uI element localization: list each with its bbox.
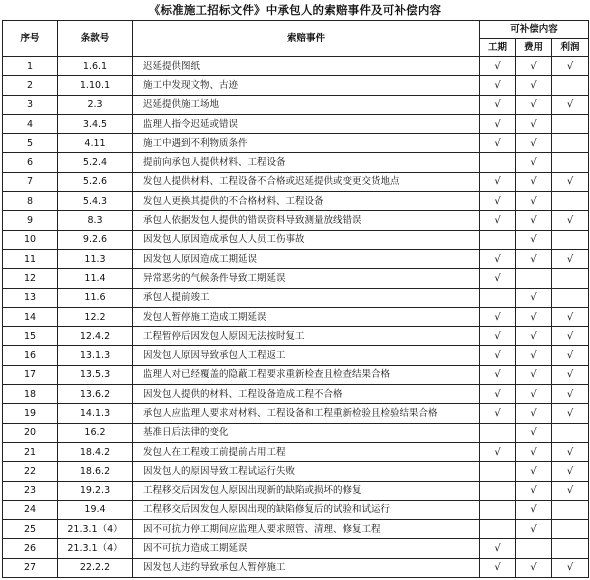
- table-row: [3, 114, 589, 133]
- row-profit-cell: [552, 288, 589, 307]
- row-cost-cell: [516, 172, 552, 191]
- row-clause: 4.11: [58, 134, 133, 153]
- row-profit-cell: [552, 481, 589, 500]
- check-mark-icon: √: [530, 311, 537, 323]
- check-mark-icon: √: [566, 562, 574, 574]
- row-profit-cell: [552, 269, 589, 288]
- row-profit-cell: [552, 404, 589, 423]
- check-mark-icon: √: [494, 99, 501, 111]
- row-time-cell: [480, 327, 516, 346]
- table-row: [3, 172, 589, 191]
- row-time-cell: [480, 404, 516, 423]
- check-mark-icon: √: [530, 330, 537, 342]
- row-cost-cell: [516, 327, 552, 346]
- row-no: 11: [3, 249, 58, 268]
- header-cost: 费用: [516, 39, 552, 57]
- row-no: 13: [3, 288, 58, 307]
- row-clause: 22.2.2: [58, 558, 133, 577]
- row-time-cell: [480, 269, 516, 288]
- row-event: 迟延提供图纸: [133, 57, 480, 76]
- row-event: 因发包人违约导致承包人暂停施工: [133, 558, 480, 577]
- check-mark-icon: √: [494, 195, 501, 207]
- check-mark-icon: √: [566, 176, 574, 188]
- row-cost-cell: [516, 76, 552, 95]
- row-event: 工程暂停后因发包人原因无法按时复工: [133, 327, 480, 346]
- table-row: [3, 481, 589, 500]
- row-no: 23: [3, 481, 58, 500]
- row-time-cell: [480, 172, 516, 191]
- table-row: [3, 423, 589, 442]
- row-event: 因发包人原因造成承包人人员工伤事故: [133, 230, 480, 249]
- check-mark-icon: √: [530, 99, 537, 111]
- row-time-cell: [480, 539, 516, 558]
- row-time-cell: [480, 249, 516, 268]
- check-mark-icon: √: [566, 99, 574, 111]
- check-mark-icon: √: [530, 446, 537, 458]
- row-no: 3: [3, 95, 58, 114]
- row-profit-cell: [552, 500, 589, 519]
- check-mark-icon: √: [530, 485, 537, 497]
- row-cost-cell: [516, 153, 552, 172]
- row-clause: 11.6: [58, 288, 133, 307]
- row-clause: 5.4.3: [58, 192, 133, 211]
- row-profit-cell: [552, 539, 589, 558]
- row-cost-cell: [516, 134, 552, 153]
- row-profit-cell: [552, 520, 589, 539]
- row-clause: 11.3: [58, 249, 133, 268]
- row-time-cell: [480, 307, 516, 326]
- check-mark-icon: √: [494, 543, 501, 555]
- check-mark-icon: √: [566, 311, 574, 323]
- row-time-cell: [480, 95, 516, 114]
- check-mark-icon: √: [494, 176, 501, 188]
- row-clause: 13.1.3: [58, 346, 133, 365]
- row-no: 10: [3, 230, 58, 249]
- row-clause: 9.2.6: [58, 230, 133, 249]
- row-cost-cell: [516, 230, 552, 249]
- row-clause: 18.4.2: [58, 442, 133, 461]
- claim-events-table: [2, 20, 589, 578]
- table-row: [3, 288, 589, 307]
- check-mark-icon: √: [530, 79, 537, 91]
- row-profit-cell: [552, 462, 589, 481]
- row-cost-cell: [516, 462, 552, 481]
- row-no: 21: [3, 442, 58, 461]
- table-row: [3, 520, 589, 539]
- table-row: [3, 192, 589, 211]
- row-no: 16: [3, 346, 58, 365]
- row-cost-cell: [516, 481, 552, 500]
- header-clause: 条款号: [58, 21, 133, 57]
- check-mark-icon: √: [494, 330, 501, 342]
- row-time-cell: [480, 134, 516, 153]
- row-cost-cell: [516, 57, 552, 76]
- row-profit-cell: [552, 558, 589, 577]
- row-cost-cell: [516, 385, 552, 404]
- row-clause: 11.4: [58, 269, 133, 288]
- row-cost-cell: [516, 404, 552, 423]
- row-cost-cell: [516, 307, 552, 326]
- table-body: [3, 57, 589, 578]
- check-mark-icon: √: [566, 330, 574, 342]
- table-row: [3, 307, 589, 326]
- row-cost-cell: [516, 520, 552, 539]
- row-no: 26: [3, 539, 58, 558]
- check-mark-icon: √: [530, 60, 537, 72]
- table-row: [3, 134, 589, 153]
- row-clause: 5.2.6: [58, 172, 133, 191]
- row-no: 19: [3, 404, 58, 423]
- row-event: 因发包人提供的材料、工程设备造成工程不合格: [133, 385, 480, 404]
- table-row: [3, 153, 589, 172]
- row-no: 5: [3, 134, 58, 153]
- row-no: 14: [3, 307, 58, 326]
- row-no: 15: [3, 327, 58, 346]
- row-time-cell: [480, 288, 516, 307]
- check-mark-icon: √: [530, 157, 537, 169]
- table-row: [3, 539, 589, 558]
- table-row: [3, 327, 589, 346]
- row-time-cell: [480, 346, 516, 365]
- check-mark-icon: √: [494, 215, 501, 227]
- row-no: 9: [3, 211, 58, 230]
- row-clause: 13.5.3: [58, 365, 133, 384]
- row-event: 发包人提供材料、工程设备不合格或迟延提供或变更交货地点: [133, 172, 480, 191]
- row-time-cell: [480, 442, 516, 461]
- row-time-cell: [480, 385, 516, 404]
- table-row: [3, 230, 589, 249]
- check-mark-icon: √: [494, 350, 501, 362]
- check-mark-icon: √: [566, 253, 574, 265]
- row-clause: 19.2.3: [58, 481, 133, 500]
- table-row: [3, 500, 589, 519]
- check-mark-icon: √: [566, 465, 574, 477]
- check-mark-icon: √: [494, 311, 501, 323]
- check-mark-icon: √: [566, 485, 574, 497]
- check-mark-icon: √: [530, 388, 537, 400]
- row-event: 工程移交后因发包人原因出现的缺陷修复后的试验和试运行: [133, 500, 480, 519]
- row-no: 6: [3, 153, 58, 172]
- row-cost-cell: [516, 423, 552, 442]
- row-event: 发包人暂停施工造成工期延误: [133, 307, 480, 326]
- header-no: 序号: [3, 21, 58, 57]
- check-mark-icon: √: [530, 195, 537, 207]
- row-no: 22: [3, 462, 58, 481]
- row-no: 1: [3, 57, 58, 76]
- check-mark-icon: √: [566, 60, 574, 72]
- row-event: 承包人提前竣工: [133, 288, 480, 307]
- check-mark-icon: √: [494, 369, 501, 381]
- table-row: [3, 57, 589, 76]
- row-event: 基准日后法律的变化: [133, 423, 480, 442]
- row-profit-cell: [552, 249, 589, 268]
- check-mark-icon: √: [566, 446, 574, 458]
- row-cost-cell: [516, 192, 552, 211]
- check-mark-icon: √: [530, 350, 537, 362]
- check-mark-icon: √: [530, 523, 537, 535]
- row-event: 承包人应监理人要求对材料、工程设备和工程重新检验且检验结果合格: [133, 404, 480, 423]
- table-row: [3, 558, 589, 577]
- row-time-cell: [480, 520, 516, 539]
- row-profit-cell: [552, 442, 589, 461]
- row-cost-cell: [516, 288, 552, 307]
- check-mark-icon: √: [566, 407, 574, 419]
- row-clause: 19.4: [58, 500, 133, 519]
- row-no: 20: [3, 423, 58, 442]
- table-title: 《标准施工招标文件》中承包人的索赔事件及可补偿内容: [148, 3, 442, 17]
- row-clause: 13.6.2: [58, 385, 133, 404]
- row-clause: 1.6.1: [58, 57, 133, 76]
- row-cost-cell: [516, 95, 552, 114]
- row-profit-cell: [552, 230, 589, 249]
- row-clause: 14.1.3: [58, 404, 133, 423]
- check-mark-icon: √: [530, 427, 537, 439]
- row-time-cell: [480, 500, 516, 519]
- check-mark-icon: √: [494, 137, 501, 149]
- row-event: 因不可抗力造成工期延误: [133, 539, 480, 558]
- row-event: 异常恶劣的气候条件导致工期延误: [133, 269, 480, 288]
- row-no: 18: [3, 385, 58, 404]
- row-event: 施工中发现文物、古迹: [133, 76, 480, 95]
- row-cost-cell: [516, 211, 552, 230]
- row-no: 17: [3, 365, 58, 384]
- check-mark-icon: √: [530, 137, 537, 149]
- header-time: 工期: [480, 39, 516, 57]
- check-mark-icon: √: [494, 562, 501, 574]
- row-event: 监理人对已经覆盖的隐蔽工程要求重新检查且检查结果合格: [133, 365, 480, 384]
- row-profit-cell: [552, 172, 589, 191]
- row-clause: 18.6.2: [58, 462, 133, 481]
- row-event: 发包人更换其提供的不合格材料、工程设备: [133, 192, 480, 211]
- row-time-cell: [480, 423, 516, 442]
- check-mark-icon: √: [530, 253, 537, 265]
- table-row: [3, 365, 589, 384]
- row-no: 7: [3, 172, 58, 191]
- table-row: [3, 95, 589, 114]
- row-time-cell: [480, 114, 516, 133]
- row-event: 提前向承包人提供材料、工程设备: [133, 153, 480, 172]
- row-time-cell: [480, 558, 516, 577]
- check-mark-icon: √: [494, 388, 501, 400]
- table-row: [3, 269, 589, 288]
- check-mark-icon: √: [494, 446, 501, 458]
- row-clause: 1.10.1: [58, 76, 133, 95]
- check-mark-icon: √: [530, 234, 537, 246]
- check-mark-icon: √: [494, 79, 501, 91]
- row-time-cell: [480, 211, 516, 230]
- row-time-cell: [480, 153, 516, 172]
- table-row: [3, 385, 589, 404]
- row-time-cell: [480, 365, 516, 384]
- row-event: 因发包人原因造成工期延误: [133, 249, 480, 268]
- row-clause: 16.2: [58, 423, 133, 442]
- check-mark-icon: √: [530, 465, 537, 477]
- table-row: [3, 404, 589, 423]
- row-event: 工程移交后因发包人原因出现新的缺陷或损坏的修复: [133, 481, 480, 500]
- check-mark-icon: √: [566, 388, 574, 400]
- check-mark-icon: √: [494, 118, 501, 130]
- check-mark-icon: √: [494, 407, 501, 419]
- row-profit-cell: [552, 192, 589, 211]
- check-mark-icon: √: [530, 215, 537, 227]
- check-mark-icon: √: [566, 369, 574, 381]
- header-compensable: 可补偿内容: [480, 21, 589, 39]
- row-clause: 8.3: [58, 211, 133, 230]
- row-clause: 5.2.4: [58, 153, 133, 172]
- check-mark-icon: √: [530, 407, 537, 419]
- row-clause: 12.4.2: [58, 327, 133, 346]
- row-profit-cell: [552, 153, 589, 172]
- table-row: [3, 442, 589, 461]
- row-clause: 2.3: [58, 95, 133, 114]
- row-event: 因发包人原因导致承包人工程返工: [133, 346, 480, 365]
- row-cost-cell: [516, 249, 552, 268]
- row-profit-cell: [552, 365, 589, 384]
- row-clause: 12.2: [58, 307, 133, 326]
- row-profit-cell: [552, 114, 589, 133]
- row-no: 25: [3, 520, 58, 539]
- row-clause: 21.3.1（4）: [58, 539, 133, 558]
- check-mark-icon: √: [494, 60, 501, 72]
- row-profit-cell: [552, 95, 589, 114]
- row-time-cell: [480, 192, 516, 211]
- row-cost-cell: [516, 539, 552, 558]
- check-mark-icon: √: [530, 292, 537, 304]
- header-profit: 利润: [552, 39, 589, 57]
- row-cost-cell: [516, 346, 552, 365]
- row-cost-cell: [516, 114, 552, 133]
- row-event: 监理人指令迟延或错误: [133, 114, 480, 133]
- row-cost-cell: [516, 500, 552, 519]
- row-cost-cell: [516, 558, 552, 577]
- row-event: 承包人依据发包人提供的错误资料导致测量放线错误: [133, 211, 480, 230]
- row-cost-cell: [516, 365, 552, 384]
- row-time-cell: [480, 76, 516, 95]
- row-profit-cell: [552, 134, 589, 153]
- check-mark-icon: √: [530, 504, 537, 516]
- row-clause: 21.3.1（4）: [58, 520, 133, 539]
- row-no: 2: [3, 76, 58, 95]
- check-mark-icon: √: [566, 215, 574, 227]
- row-profit-cell: [552, 385, 589, 404]
- row-event: 因不可抗力停工期间应监理人要求照管、清理、修复工程: [133, 520, 480, 539]
- row-event: 因发包人的原因导致工程试运行失败: [133, 462, 480, 481]
- table-header: [3, 21, 589, 57]
- check-mark-icon: √: [494, 272, 501, 284]
- row-event: 迟延提供施工场地: [133, 95, 480, 114]
- check-mark-icon: √: [530, 176, 537, 188]
- row-cost-cell: [516, 269, 552, 288]
- check-mark-icon: √: [494, 253, 501, 265]
- check-mark-icon: √: [530, 118, 537, 130]
- row-cost-cell: [516, 442, 552, 461]
- table-row: [3, 346, 589, 365]
- row-no: 27: [3, 558, 58, 577]
- row-profit-cell: [552, 346, 589, 365]
- row-time-cell: [480, 481, 516, 500]
- row-clause: 3.4.5: [58, 114, 133, 133]
- table-row: [3, 76, 589, 95]
- row-no: 24: [3, 500, 58, 519]
- row-profit-cell: [552, 76, 589, 95]
- header-event: 索赔事件: [133, 21, 480, 57]
- table-row: [3, 211, 589, 230]
- row-no: 12: [3, 269, 58, 288]
- table-row: [3, 249, 589, 268]
- row-time-cell: [480, 230, 516, 249]
- row-profit-cell: [552, 211, 589, 230]
- row-no: 8: [3, 192, 58, 211]
- row-event: 施工中遇到不利物质条件: [133, 134, 480, 153]
- check-mark-icon: √: [530, 369, 537, 381]
- row-profit-cell: [552, 327, 589, 346]
- table-row: [3, 462, 589, 481]
- row-event: 发包人在工程竣工前提前占用工程: [133, 442, 480, 461]
- check-mark-icon: √: [566, 350, 574, 362]
- check-mark-icon: √: [530, 562, 537, 574]
- row-time-cell: [480, 57, 516, 76]
- row-no: 4: [3, 114, 58, 133]
- row-profit-cell: [552, 307, 589, 326]
- row-time-cell: [480, 462, 516, 481]
- row-profit-cell: [552, 57, 589, 76]
- row-profit-cell: [552, 423, 589, 442]
